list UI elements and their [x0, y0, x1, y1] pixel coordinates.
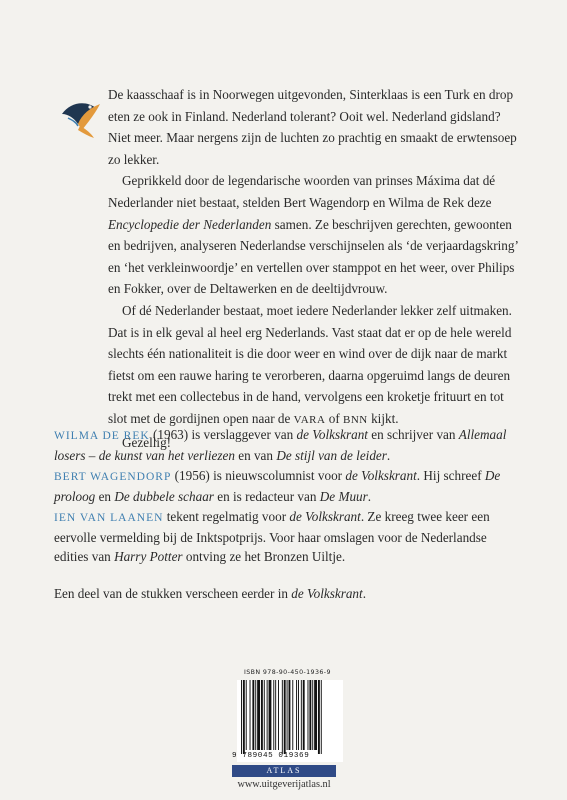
barcode-bar: [241, 680, 242, 754]
barcode-bar: [312, 680, 313, 750]
text-run: en schrijver van: [367, 427, 459, 442]
newspaper-title: de Volkskrant: [296, 427, 368, 442]
text-run: en van: [234, 448, 277, 464]
text-run: Een deel van de stukken verscheen eerder in: [54, 586, 292, 602]
barcode-bar: [292, 680, 293, 750]
barcode-bar: [246, 680, 247, 750]
text-run: en is redacteur van: [213, 489, 320, 505]
barcode-bar: [309, 680, 311, 750]
barcode-bar: [243, 680, 245, 754]
text-run: en: [95, 489, 115, 505]
author-bios: [54, 425, 524, 567]
bird-illustration-icon: [56, 92, 106, 140]
blurb-paragraph-3: [108, 300, 518, 432]
barcode-bar: [273, 680, 274, 750]
book-title: Allemaal losers – de kunst van het verliezen: [54, 427, 507, 464]
barcode-bar: [267, 680, 268, 750]
book-title: De proloog: [54, 467, 501, 505]
barcode-bar: [303, 680, 305, 750]
book-title: Encyclopedie der Nederlanden: [108, 216, 272, 232]
text-run: . Ze kreeg twee keer een eervolle vermelding bij de Inktspotprijs. Voor haar omslagen voor de Nederlandse edities van: [54, 508, 490, 565]
magazine-title: De Muur: [319, 489, 368, 505]
text-run: .: [386, 448, 391, 464]
barcode-bar: [318, 680, 320, 754]
barcode-bar: [275, 680, 276, 750]
author-name: WILMA DE REK: [54, 430, 150, 442]
bio-bert-wagendorp: [54, 466, 524, 507]
isbn-label: ISBN 978-90-450-1936-9: [244, 669, 331, 676]
book-title: De stijl van de leider: [276, 448, 387, 464]
barcode-bar: [250, 680, 251, 750]
bio-wilma-de-rek: [54, 425, 524, 466]
broadcaster-vara: VARA: [293, 413, 326, 426]
blurb-paragraph-1: De kaasschaaf is in Noorwegen uitgevonden, Sinterklaas is een Turk en drop eten ze ook in Finland. Nederland tolerant? Ooit wel. Nederland gidsland? Niet meer. Maar nergens zijn de luchten zo prachtig en smaakt de erwtensoep zo lekker.: [108, 87, 517, 167]
illustrator-name: IEN VAN LAANEN: [54, 511, 164, 524]
text-run: Geprikkeld door de legendarische woorden van prinses Máxima dat dé Nederlander niet bestaat, stelden Bert Wagendorp en Wilma de Rek deze: [108, 173, 496, 210]
text-run: of: [325, 410, 344, 426]
newspaper-title: de Volkskrant: [345, 467, 417, 483]
barcode-bar: [255, 680, 256, 750]
barcode-bar: [314, 680, 317, 750]
barcode-bar: [289, 680, 291, 750]
book-title: Harry Potter: [114, 549, 183, 565]
bio-ien-van-laanen: [54, 507, 524, 567]
blurb: [108, 84, 518, 453]
barcode-digits: 9 789045 019369: [232, 752, 310, 760]
barcode-bar: [298, 680, 299, 750]
barcode-bar: [284, 680, 286, 754]
text-run: . Hij schreef: [416, 467, 485, 483]
text-run: .: [362, 586, 366, 602]
text-run: kijkt.: [367, 410, 399, 426]
book-title: De dubbele schaar: [114, 489, 214, 505]
blurb-paragraph-2: [108, 170, 518, 300]
barcode-bar: [264, 680, 265, 750]
publisher-logo: ATLAS: [232, 765, 336, 777]
text-run: samen. Ze beschrijven gerechten, gewoonten en bedrijven, analyseren Nederlandse verschijnselen als ‘de verjaardagskring’ en ‘het verkleinwoordje’ en vertellen over stamppot en het weer, over Philips en Fokker, over de Deltawerken en de deeltijdvrouw.: [108, 216, 518, 297]
broadcaster-bnn: BNN: [343, 413, 368, 426]
barcode-bar: [269, 680, 272, 750]
text-run: (1956) is nieuwscolumnist voor: [171, 467, 346, 483]
publisher-url: www.uitgeverijatlas.nl: [237, 779, 331, 790]
newspaper-title: de Volkskrant: [291, 586, 363, 602]
barcode: [237, 680, 343, 762]
text-run: .: [367, 489, 372, 505]
barcode-bar: [282, 680, 283, 754]
barcode-bar: [257, 680, 260, 750]
barcode-bar: [321, 680, 322, 754]
newspaper-title: de Volkskrant: [289, 508, 361, 524]
text-run: tekent regelmatig voor: [163, 508, 290, 524]
barcode-bar: [308, 680, 309, 750]
publication-note: [54, 586, 524, 602]
barcode-bar: [278, 680, 279, 750]
blurb-paragraph-4: Gezellig!: [122, 434, 172, 450]
author-name: BERT WAGENDORP: [54, 470, 172, 483]
text-run: Of dé Nederlander bestaat, moet iedere Nederlander lekker zelf uitmaken. Dat is in elk geval al heel erg Nederlands. Vast staat dat er op de hele wereld slechts één nationaliteit is die door weer en wind over de dijk naar de markt fietst om een rauwe haring te verorberen, daarna opgeruimd langs de deuren trekt met een collectebus in de hand, vervolgens een kroketje frituurt en tot slot met de gordijnen open naar de: [108, 302, 512, 426]
text-run: (1963) is verslaggever van: [149, 427, 297, 442]
text-run: ontving ze het Bronzen Uiltje.: [182, 549, 346, 565]
barcode-bar: [301, 680, 302, 750]
barcode-bar: [261, 680, 263, 750]
barcode-bar: [252, 680, 254, 750]
barcode-bar: [287, 680, 288, 750]
barcode-bar: [296, 680, 297, 750]
